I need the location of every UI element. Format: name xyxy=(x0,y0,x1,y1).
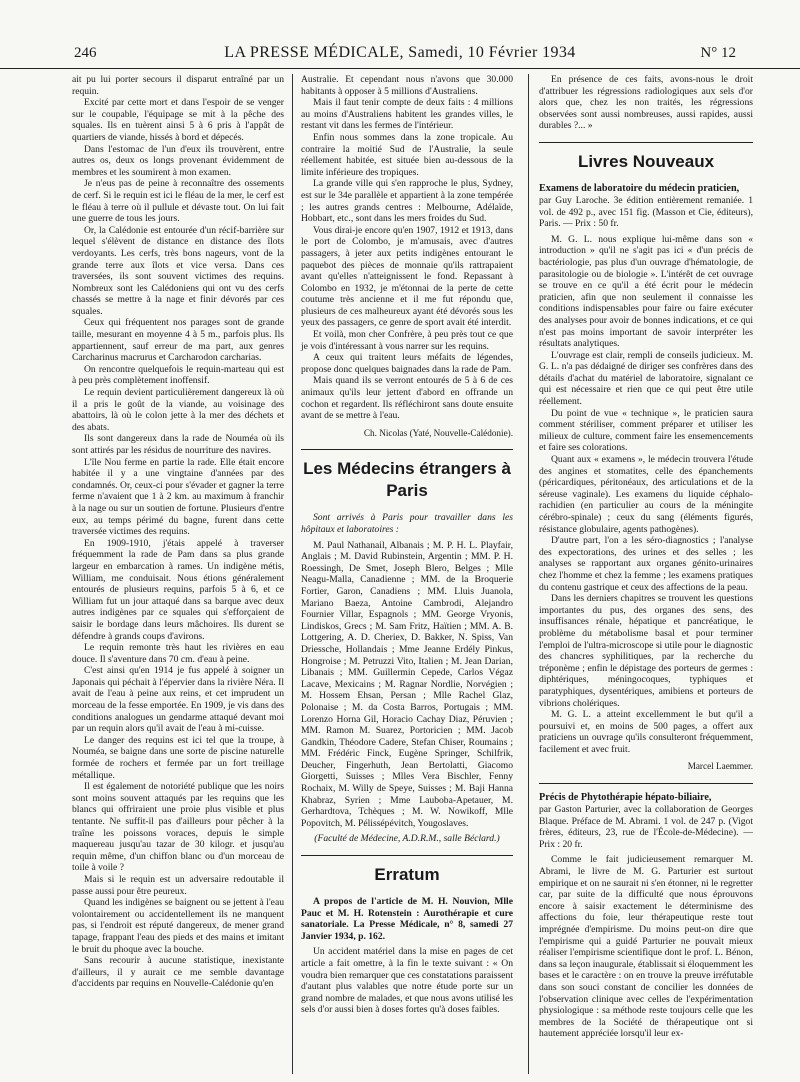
medecins-source: (Faculté de Médecine, A.D.R.M., salle Béclard.) xyxy=(314,833,500,845)
paragraph: Et voilà, mon cher Confrère, à peu près tout ce que je vois d'intéressant à vous narrer sur les requins. xyxy=(301,329,513,352)
paragraph: A ceux qui traitent leurs méfaits de légendes, propose donc quelques baignades dans la rade de Pam. xyxy=(301,352,513,375)
issue-number: N° 12 xyxy=(700,45,736,61)
page-number: 246 xyxy=(74,45,97,61)
paragraph: Mais si le requin est un adversaire redoutable il passe aussi pour être peureux. xyxy=(72,873,284,897)
paragraph: Mais quand ils se verront entourés de 5 à 6 de ces animaux qu'ils leur jettent d'abord en offrande un cochon et regardent. Ils réfléchiront sans doute ensuite avant de se mettre à l'eau. xyxy=(301,375,513,422)
paragraph: Le danger des requins est ici tel que la troupe, à Nouméa, se baigne dans une sorte de piscine naturelle formée de rochers et fermée par un fort treillage métallique. xyxy=(72,734,284,781)
section-divider xyxy=(301,449,513,450)
paragraph: Enfin nous sommes dans la zone tropicale. Au contraire la moitié Sud de l'Australie, la seule réellement habitée, est située bien au-dessous de la limite inférieure des tropiques. xyxy=(301,131,513,178)
paragraph: Dans l'estomac de l'un d'eux ils trouvèrent, entre autres os, deux os longs provenant évidemment de membres et les soumirent à mon examen. xyxy=(72,143,284,178)
paragraph: C'est ainsi qu'en 1914 je fus appelé à soigner un Japonais qui péchait à l'épervier dans la rivière Néra. Il avait de l'eau à peine aux reins, et cet imprudent un morceau de la fesse emportée. En 1909, je vis dans des conditions analogues un gendarme attaqué devant moi par un requin alors qu'il avait de l'eau à mi-cuisse. xyxy=(72,665,284,735)
paragraph: Il est également de notoriété publique que les noirs sont moins souvent attaqués par les requins que les blancs qui offriraient une proie plus visible et plus tentante. Ne suffit-il pas d'ailleurs pour pêcher à la traîne les poissons voraces, depuis le simple maquereau jusqu'au tazar de 30 kilogr. et jusqu'au requin même, d'un chiffon blanc ou d'un morceau de toile à voile ? xyxy=(72,781,284,874)
paragraph: Excité par cette mort et dans l'espoir de se venger sur le coupable, l'équipage se mit à la pêche des squales. Ils en tuèrent ainsi 5 à 6 pris à l'appât de quartiers de viande, hissés à bord et dépecés. xyxy=(72,97,284,143)
paragraph: ait pu lui porter secours il disparut entraîné par un requin. xyxy=(72,74,284,97)
paragraph: M. G. L. nous explique lui-même dans son « introduction » qu'il ne s'agit pas ici « d'un précis de bactériologie, pas plus d'un ouvrage d'hématologie, de parasitologie ou de biologie ». L'intérêt de cet ouvrage se trouve en ce qu'il a été écrit pour le médecin praticien, afin que non seulement il connaisse les conditions indispensables pour faire ou faire exécuter des analyses pour avoir de bonnes indications, et ce qui n'est pas moins important de savoir interpréter les résultats analytiques. xyxy=(539,233,753,350)
review-1-signature: Marcel Laemmer. xyxy=(687,761,753,772)
paragraph: Quand les indigènes se baignent ou se jettent à l'eau volontairement ou accidentellement ils ne manquent pas, si l'endroit est réputé dangereux, de mener grand tapage, frappant l'eau des pieds et des mains et imitant le bruit du phoque avec la bouche. xyxy=(72,897,284,955)
paragraph: Or, la Calédonie est entourée d'un récif-barrière sur lequel s'élèvent de distance en distance des îlots verdoyants. Les cerfs, très bons nageurs, vont de la grande terre aux îlots et vice versa. Dans ces traversées, ils sont souvent victimes des requins. Nombreux sont les Calédoniens qui ont vu des cerfs chassés se mettre à la nage et finir dévorés par ces squales. xyxy=(72,224,284,317)
masthead: LA PRESSE MÉDICALE, Samedi, 10 Février 1934 xyxy=(224,44,576,61)
section-divider xyxy=(539,142,753,143)
medecins-intro: Sont arrivés à Paris pour travailler dans les hôpitaux et laboratoires : xyxy=(301,512,513,535)
section-title-medecins: Les Médecins étrangers à Paris xyxy=(303,459,511,501)
paragraph: Le requin remonte très haut les rivières en eau douce. Il s'aventure dans 70 cm. d'eau à peine. xyxy=(72,642,284,665)
page-header xyxy=(0,36,800,69)
column-1 xyxy=(72,74,284,1074)
paragraph: L'ouvrage est clair, rempli de conseils judicieux. M. G. L. n'a pas dédaigné de diriger ses confrères dans des détails d'achat du matériel de laboratoire, signalant ce qui est nécessaire et rien que ce qui peut être utile réellement. xyxy=(539,349,753,408)
paragraph: Quant aux « examens », le médecin trouvera l'étude des angines et stomatites, celle des épanchements (péricardiques, péritonéaux, des articulations et de la séreuse vaginale). Les examens du liquide céphalo-rachidien (en particulier au cours de la méningite cérébro-spinale) ; ceux du sang (éléments figurés, résistance globulaire, agents pathogènes). xyxy=(539,454,753,535)
paragraph: Le requin devient particulièrement dangereux là où il a pris le goût de la viande, au voisinage des abattoirs, là où le colon jette à la mer des déchets et des abats. xyxy=(72,387,284,433)
paragraph: Vous dirai-je encore qu'en 1907, 1912 et 1913, dans le port de Colombo, je m'amusais, avec d'autres passagers, à jeter aux petits indigènes entourant le paquebot des pièces de monnaie qu'ils rattrapaient avant qu'elles n'atteignissent le fond. Repassant à Colombo en 1932, je m'étonnai de la perte de cette coutume très ancienne et il me fut répondu que, plusieurs de ces malheureux ayant été dévorés sous les yeux des passagers, ce genre de sport avait été interdit. xyxy=(301,224,513,329)
review-2-meta: par Gaston Parturier, avec la collaboration de Georges Blaque. Préface de M. Abrami. 1 vol. de 247 p. (Vigot frères, éditeurs, 23, rue de l'École-de-Médecine). — Prix : 20 fr. xyxy=(539,804,753,850)
paragraph: Ceux qui fréquentent nos parages sont de grande taille, mesurant en moyenne 4 à 5 m., parfois plus. Ils appartiennent, sauf erreur de ma part, aux genres Carcharinus macrurus et Carcharodon carcharias. xyxy=(72,317,284,364)
erratum-head: A propos de l'article de M. H. Nouvion, Mlle Pauc et M. H. Rotenstein : Aurothérapie et cure sanatoriale. La Presse Médicale, n° 8, samedi 27 Janvier 1934, p. 162. xyxy=(301,896,513,942)
paragraph: Dans les derniers chapitres se trouvent les questions importantes du pus, des organes des sens, des insuffisances rénale, hépatique et pancréatique, le problème du métabolisme basal et pour terminer l'emploi de l'ultra-microscope si utile pour le diagnostic des chancres syphilitiques, par la recherche du tréponème ; enfin le dépistage des porteurs de germes : diphtériques, méningocoques, typhiques et paratyphiques, dysentériques, amibiens et porteurs de vibrions cholériques. xyxy=(539,593,753,709)
medecins-list: M. Paul Nathanail, Albanais ; M. P. H. L. Playfair, Anglais ; M. David Rubinstein, Argentin ; MM. P. H. Roessingh, De Smet, Joseph Blero, Belges ; Mlle Neagu-Malla, Canadienne ; MM. de la Broquerie Fortier, Garon, Canadiens ; MM. Lluis Juanola, Mariano Baeza, Antoine Cambrodi, Alejandro Fournier Villar, Espagnols ; MM. George Vryonis, Lindiskos, Grecs ; M. Sam Fritz, Haïtien ; MM. A. B. Lottgering, A. D. Cheriex, D. Bakker, N. Spiss, Van Driessche, Hollandais ; Mme Jeanne Erdély Pinkus, Hongroise ; M. Petruzzi Vito, Italien ; M. Jean Darian, Libanais ; MM. Guillermin Cepede, Carlos Végaz Lacave, Mexicains ; M. Ragnar Nordlie, Norvégien ; M. Hossem Ehsan, Persan ; Mlle Rachel Glaz, Polonaise ; M. da Costa Barros, Portugais ; MM. Lorenzo Horna Gil, Horacio Cachay Diaz, Péruvien ; MM. Ramon M. Suarez, Portoricien ; MM. Jacob Gandkin, Théodore Cadere, Stefan Chiser, Roumains ; MM. Frédéric Finck, Eugène Springer, Schilfrik, Deucher, Fingerhuth, Jean Bertolatti, Giacomo Giorgetti, Suisses ; Mlles Vera Bischler, Fenny Rochaix, M. Willy de Speye, Suisses ; M. Baji Hanna Khabraz, Syrien ; Mme Lauboba-Apetauer, M. Gerhardtova, Tchèques ; M. W. Nowikoff, Mlle Popovitch, M. Pélissépévitch, Yougoslaves. xyxy=(301,539,513,829)
paragraph: Ils sont dangereux dans la rade de Nouméa où ils sont attirés par les résidus de nourriture des navires. xyxy=(72,433,284,456)
paragraph: En 1909-1910, j'étais appelé à traverser fréquemment la rade de Pam dans sa plus grande largeur en embarcation à rames. Un indigène métis, William, me conduisait. Nous étions généralement entourés de plusieurs requins, parfois 5 à 6, et ce William fut un jour attaqué dans sa barque avec deux autres indigènes par ce squales qui s'efforçaient de saisir le bordage dans leurs mâchoires. Ils durent se défendre à grands coups d'avirons. xyxy=(72,537,284,642)
paragraph: Je n'eus pas de peine à reconnaître des ossements de cerf. Si le requin est ici le fléau de la mer, le cerf est le fléau à terre où il pullule et dévaste tout. On lui fait une guerre de tous les jours. xyxy=(72,178,284,225)
paragraph: On rencontre quelquefois le requin-marteau qui est à peu près complètement inoffensif. xyxy=(72,363,284,387)
column-3 xyxy=(528,74,753,1074)
paragraph: La grande ville qui s'en rapproche le plus, Sydney, est sur le 34e parallèle et appartient à la zone tempérée ; les autres grands centres : Melbourne, Adélaïde, Hobbart, etc., sont dans les mers froides du Sud. xyxy=(301,178,513,225)
erratum-body: Un accident matériel dans la mise en pages de cet article a fait omettre, à la fin le texte suivant : « On voudra bien remarquer que ces constatations paraissent d'autant plus valables que notre étude porte sur un grand nombre de malades, et que nous avons utilisé les sels d'or aussi bien à doses fortes qu'à doses faibles. xyxy=(301,946,513,1016)
column-2 xyxy=(292,74,513,1074)
section-title-livres: Livres Nouveaux xyxy=(577,151,715,171)
signature: Ch. Nicolas (Yaté, Nouvelle-Calédonie). xyxy=(363,427,513,438)
paragraph: Comme le fait judicieusement remarquer M. Abrami, le livre de M. G. Parturier est surtout empirique et on ne saurait ni s'en étonner, ni le regretter car, par suite de la difficulté que nous éprouvons encore à saisir exactement le déterminisme des affections du foie, leur thérapeutique reste tout imprégnée d'empirisme. Du moins peut-on dire que l'empirisme qui a guidé Parturier ne pouvait mieux réaliser l'empirisme scientifique dont le prof. L. Bénon, dans sa leçon inaugurale, établissait si éloquemment les bases et le caractère : on en trouve la preuve irréfutable dans son souci constant de concilier les données de l'observation clinique avec celles de l'expérimentation physiologique : sa méthode reste toujours celle que les membres de la Société de thérapeutique ont si hautement appréciée lorsqu'il leur ex- xyxy=(539,854,753,1040)
paragraph: Australie. Et cependant nous n'avons que 30.000 habitants à opposer à 5 millions d'Australiens. xyxy=(301,74,513,97)
paragraph: M. G. L. a atteint excellemment le but qu'il a poursuivi et, en moins de 500 pages, a offert aux praticiens un ouvrage qu'ils consulteront fréquemment, facilement et avec fruit. xyxy=(539,709,753,755)
paragraph: En présence de ces faits, avons-nous le droit d'attribuer les régressions radiologiques aux sels d'or alors que, chez les non traités, les régressions observées sont aussi nombreuses, aussi rapides, aussi durables ?... » xyxy=(539,74,753,132)
paragraph: Mais il faut tenir compte de deux faits : 4 millions au moins d'Australiens habitent les grandes villes, le restant vit dans les fermes de l'intérieur. xyxy=(301,97,513,132)
paragraph: L'île Nou ferme en partie la rade. Elle était encore habitée il y a une vingtaine d'années par des condamnés. Or, ceux-ci pour s'évader et gagner la terre ferme n'avaient que 1 à 2 km. au maximum à franchir à la nage ou sur un soutien de fortune. Plusieurs d'entre eux, au temps périmé du bagne, furent dans cette traversée victimes des requins. xyxy=(72,456,284,538)
section-divider xyxy=(539,783,753,784)
paragraph: Sans recourir à aucune statistique, inexistante d'ailleurs, il y aurait ce me semble davantage d'accidents par requins en Nouvelle-Calédonie qu'en xyxy=(72,955,284,990)
section-divider xyxy=(301,855,513,856)
section-title-erratum: Erratum xyxy=(374,865,440,885)
paragraph: Du point de vue « technique », le praticien saura comment stériliser, comment préparer et utiliser les milieux de culture, comment faire les ensemencements et faire ses colorations. xyxy=(539,407,753,454)
paragraph: D'autre part, l'on a les séro-diagnostics ; l'analyse des expectorations, des urines et des selles ; les analyses se rapportant aux organes génito-urinaires chez l'homme et chez la femme ; les examens pratiques du contenu gastrique et ceux des affections de la peau. xyxy=(539,535,753,593)
review-1-title: Examens de laboratoire du médecin praticien, xyxy=(539,182,740,194)
review-1-meta: par Guy Laroche. 3e édition entièrement remaniée. 1 vol. de 492 p., avec 151 fig. (Masson et Cie, éditeurs), Paris. — Prix : 50 fr. xyxy=(539,194,753,230)
review-2-title: Précis de Phytothérapie hépato-biliaire, xyxy=(539,792,712,804)
